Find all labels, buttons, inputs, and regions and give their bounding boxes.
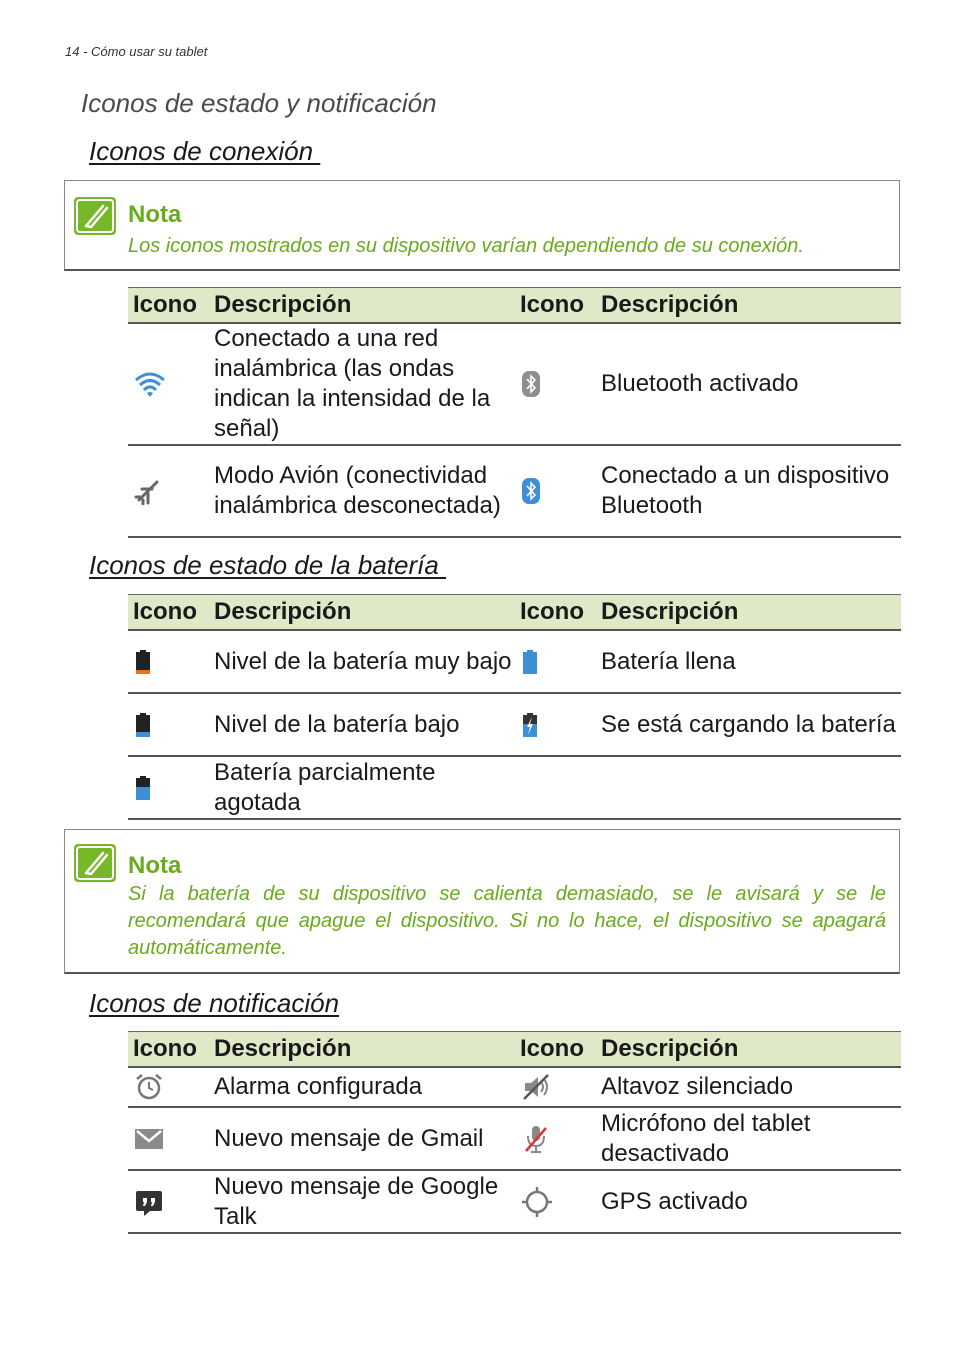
col-header-description: Descripción	[209, 288, 515, 324]
connection-title: Iconos de conexión	[89, 136, 321, 166]
col-header-description: Descripción	[209, 595, 515, 631]
note-text: Los iconos mostrados en su dispositivo varían dependiendo de su conexión.	[128, 235, 804, 257]
table-row	[128, 1170, 901, 1233]
row-description: Nuevo mensaje de Gmail	[209, 1107, 515, 1170]
col-header-description: Descripción	[596, 595, 901, 631]
row-description: Conectado a un dispositivo Bluetooth	[596, 445, 901, 537]
row-description: Alarma configurada	[209, 1067, 515, 1107]
battery-partial-icon	[134, 775, 209, 801]
col-header-description: Descripción	[209, 1032, 515, 1068]
note-title: Nota	[128, 201, 182, 228]
speaker-muted-icon	[521, 1072, 596, 1102]
connection-note	[64, 180, 900, 271]
row-description: GPS activado	[596, 1170, 901, 1233]
gmail-icon	[134, 1126, 209, 1152]
notification-title: Iconos de notificación	[89, 988, 340, 1018]
col-header-icon: Icono	[128, 595, 209, 631]
page-header: 14 - Cómo usar su tablet	[65, 44, 208, 59]
battery-low-icon	[134, 712, 209, 738]
row-description: Batería parcialmente agotada	[209, 756, 515, 819]
gps-icon	[521, 1186, 596, 1218]
battery-very-low-icon	[134, 649, 209, 675]
row-description: Bluetooth activado	[596, 323, 901, 445]
bluetooth-connected-icon	[521, 477, 596, 505]
battery-note	[64, 829, 900, 974]
table-row	[128, 1107, 901, 1170]
col-header-icon: Icono	[515, 288, 596, 324]
alarm-icon	[134, 1072, 209, 1102]
table-row	[128, 630, 901, 693]
wifi-icon	[134, 370, 209, 398]
col-header-icon: Icono	[515, 595, 596, 631]
table-row	[128, 323, 901, 445]
row-description: Altavoz silenciado	[596, 1067, 901, 1107]
row-description: Nivel de la batería muy bajo	[209, 630, 515, 693]
note-title: Nota	[128, 852, 182, 879]
battery-title: Iconos de estado de la batería	[89, 550, 447, 580]
bluetooth-icon	[521, 370, 596, 398]
mic-off-icon	[521, 1123, 596, 1155]
google-talk-icon	[134, 1187, 209, 1217]
battery-full-icon	[521, 649, 596, 675]
row-description: Batería llena	[596, 630, 901, 693]
pencil-icon	[74, 197, 116, 235]
row-description: Se está cargando la batería	[596, 693, 901, 756]
col-header-icon: Icono	[128, 1032, 209, 1068]
table-row	[128, 756, 901, 819]
col-header-description: Descripción	[596, 1032, 901, 1068]
col-header-icon: Icono	[128, 288, 209, 324]
pencil-icon	[74, 844, 116, 882]
battery-charging-icon	[521, 712, 596, 738]
row-description: Nuevo mensaje de Google Talk	[209, 1170, 515, 1233]
airplane-icon	[134, 477, 209, 505]
row-description: Micrófono del tablet desactivado	[596, 1107, 901, 1170]
row-description: Conectado a una red inalámbrica (las ondas indican la intensidad de la señal)	[209, 323, 515, 445]
table-row	[128, 1067, 901, 1107]
note-text: Si la batería de su dispositivo se calienta demasiado, se le avisará y se le recomendará que apague el dispositivo. Si no lo hace, el dispositivo se apagará automáticamente.	[128, 883, 886, 959]
row-description: Modo Avión (conectividad inalámbrica desconectada)	[209, 445, 515, 537]
notification-table	[128, 1031, 901, 1234]
section-title: Iconos de estado y notificación	[81, 88, 437, 118]
table-row	[128, 445, 901, 537]
connection-table	[128, 287, 901, 538]
table-row	[128, 693, 901, 756]
col-header-icon: Icono	[515, 1032, 596, 1068]
row-description: Nivel de la batería bajo	[209, 693, 515, 756]
col-header-description: Descripción	[596, 288, 901, 324]
battery-table	[128, 594, 901, 820]
